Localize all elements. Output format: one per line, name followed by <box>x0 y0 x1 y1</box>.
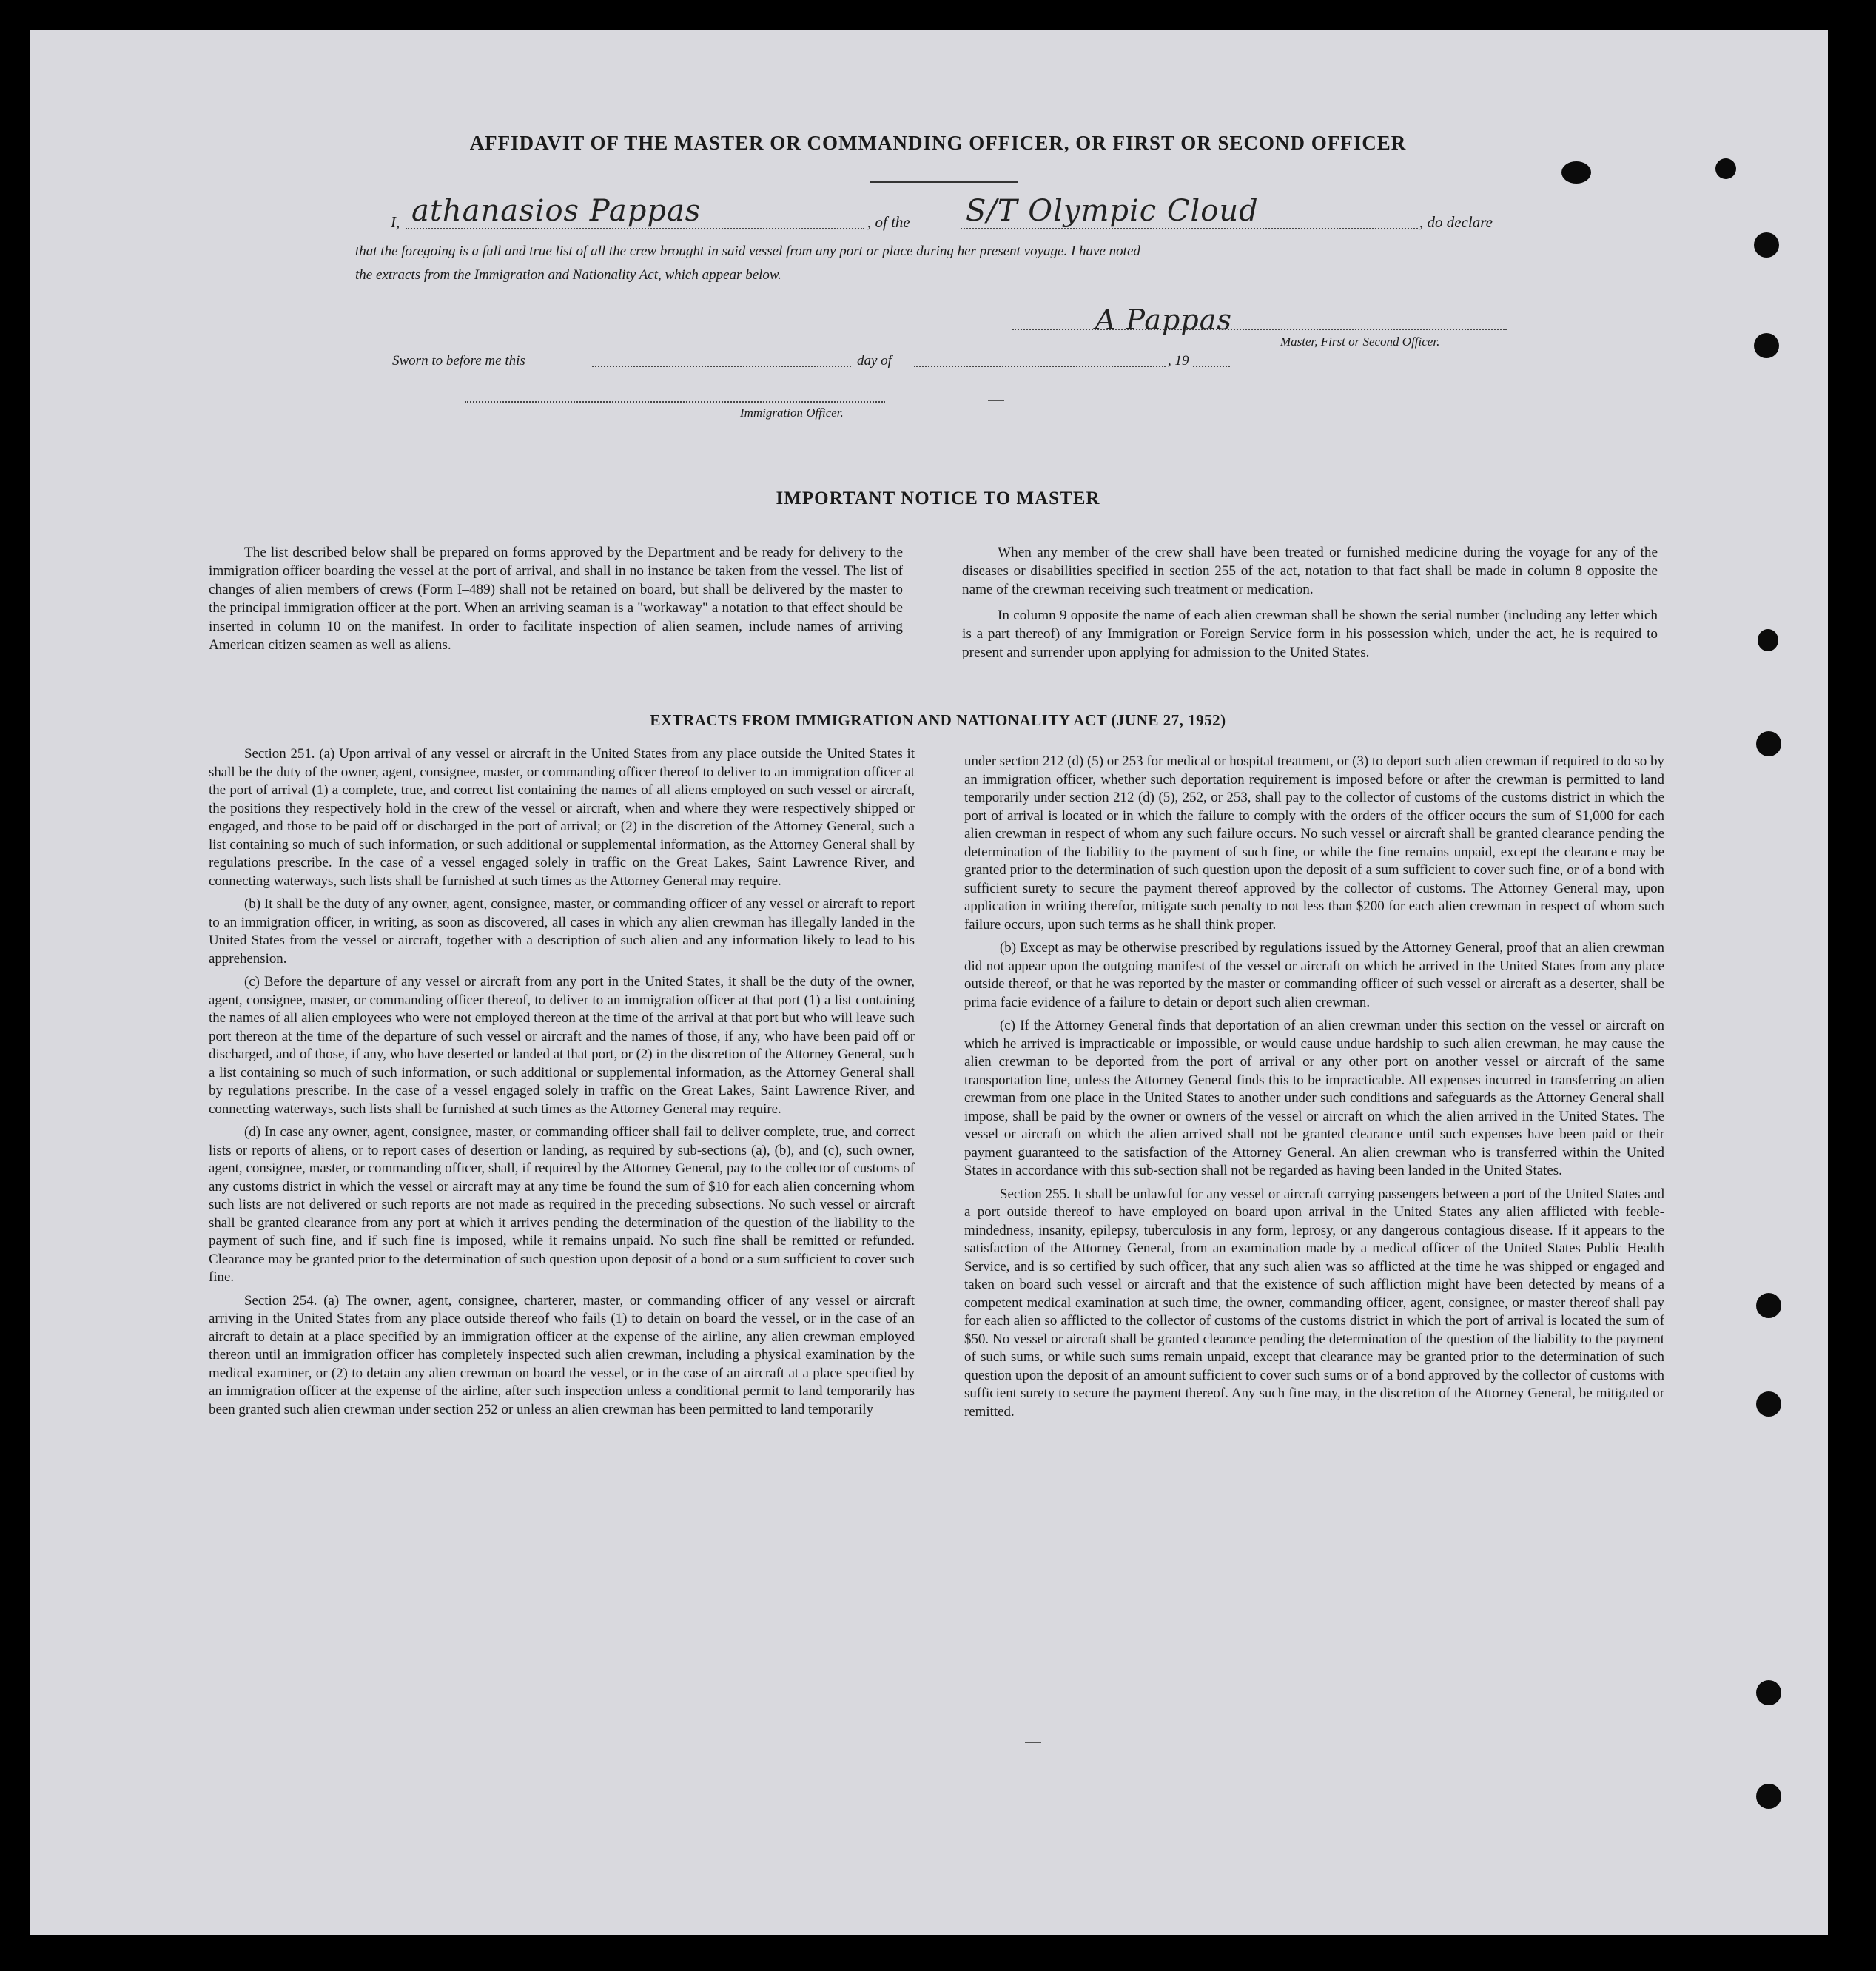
extracts-right-column <box>964 753 1664 1426</box>
scan-mark <box>1025 1742 1041 1743</box>
title-divider <box>870 181 1018 183</box>
declaration-do-declare: , do declare <box>1419 213 1493 231</box>
master-name-handwritten: athanasios Pappas <box>411 194 702 228</box>
section-251-c: (c) Before the departure of any vessel or aircraft from any port in the United States, it shall be the duty of the owner, agent, consignee, master, or commanding officer thereof, to deliver to an immigration officer at that port (1) a list containing the names of all alien employees who were not employed thereon at the time of the arrival at that port but who will leave such port thereon at the time of the departure of such vessel or aircraft and the names of those, if any, who have been paid off or discharged, and of those, if any, who have deserted or landed at that port, or (2) in the discretion of the Attorney General, such a list containing so much of such information, or such additional or supplemental information, as the Attorney General shall by regulations prescribe. In the case of a vessel engaged solely in traffic on the Great Lakes, Saint Lawrence River, and connecting waterways, such lists shall be furnished at such times as the Attorney General may require. <box>209 974 915 1117</box>
punch-hole <box>1758 629 1778 651</box>
year-label: , 19 <box>1168 353 1189 369</box>
section-254-c: (c) If the Attorney General finds that deportation of an alien crewman under this section on the vessel or aircraft on which he arrived is impracticable or impossible, or would cause undue hardship to such alien crewman, he may cause the alien crewman to be deported from the port of arrival or any other port on another vessel or aircraft of the same transportation line, unless the Attorney General finds this to be impracticable. All expenses incurred in transferring an alien crewman from one place in the United States to another under such conditions and safeguards as the Attorney General shall impose, shall be paid by the owner or owners of the vessel or aircraft on which the alien arrived in the United States. The vessel or aircraft on which the alien arrived shall not be granted clearance until such expenses have been paid or their payment guaranteed to the satisfaction of the Attorney General. An alien crewman who is transferred within the United States in accordance with this sub-section shall not be regarded as having been landed in the United States. <box>964 1018 1664 1178</box>
day-of-label: day of <box>857 353 892 369</box>
notice-left-column <box>209 543 903 659</box>
notice-heading: IMPORTANT NOTICE TO MASTER <box>776 488 1100 508</box>
declaration-of-the-label: , of the <box>867 213 910 231</box>
punch-hole <box>1754 333 1779 358</box>
signature-line <box>1012 329 1507 330</box>
notice-right-paragraph-2: In column 9 opposite the name of each alien crewman shall be shown the serial number (including any letter which is a part thereof) of any Immigration or Foreign Service form in his possession which, under the act, he is required to present and surrender upon applying for admission to the United States. <box>962 608 1658 660</box>
affidavit-title: AFFIDAVIT OF THE MASTER OR COMMANDING OFFICER, OR FIRST OR SECOND OFFICER <box>469 132 1407 154</box>
punch-hole <box>1756 731 1781 756</box>
declaration-text-line3: the extracts from the Immigration and Nationality Act, which appear below. <box>355 267 781 283</box>
name-field-line <box>406 228 864 229</box>
notice-right-paragraph-1: When any member of the crew shall have been treated or furnished medicine during the voyage for any of the diseases or disabilities specified in section 255 of the act, notation to that fact shall be made in column 8 opposite the name of the crewman receiving such treatment or medication. <box>962 545 1658 597</box>
declaration-text-line2: that the foregoing is a full and true list of all the crew brought in said vessel from any port or place during her present voyage. I have noted <box>355 244 1140 259</box>
immigration-officer-line <box>465 401 885 403</box>
punch-hole <box>1756 1680 1781 1705</box>
sworn-label: Sworn to before me this <box>392 353 525 369</box>
year-line <box>1193 366 1230 367</box>
punch-hole <box>1754 232 1779 258</box>
punch-hole <box>1561 161 1591 184</box>
signature-caption: Master, First or Second Officer. <box>1280 335 1440 349</box>
section-251-b: (b) It shall be the duty of any owner, agent, consignee, master, or commanding officer of any vessel or aircraft to report to an immigration officer, in writing, as soon as discovered, all cases in which any alien crewman has illegally landed in the United States from the vessel or aircraft, together with a description of such alien and any information likely to lead to his apprehension. <box>209 896 915 967</box>
scan-border <box>1832 0 1876 1971</box>
punch-hole <box>1715 158 1736 179</box>
sworn-date-line <box>592 366 851 367</box>
section-255: Section 255. It shall be unlawful for any vessel or aircraft carrying passengers between a port of the United States and a port outside thereof to have employed on board upon arrival in the United States any alien afflicted with feeble-mindedness, insanity, epilepsy, tuberculosis in any form, leprosy, or any dangerous contagious disease. If it appears to the satisfaction of the Attorney General, from an examination made by a medical officer of the United States Public Health Service, and is so certified by such officer, that any such alien was so afflicted at the time he was shipped or engaged and taken on board such vessel or aircraft and that the existence of such affliction might have been detected by means of a competent medical examination at such time, the owner, commanding officer, agent, consignee, or master thereof shall pay for each alien so afflicted to the collector of customs of the customs district in which the port of arrival is located the sum of $50. No vessel or aircraft shall be granted clearance pending the determination of the question of the liability to the payment of such sums, or while such sums remain unpaid, except that clearance may be granted prior to the determination of such question upon the deposit of an amount sufficient to cover such sums or of a bond approved by the collector of customs with sufficient surety to secure the payment thereof. Any such fine may, in the discretion of the Attorney General, be mitigated or remitted. <box>964 1186 1664 1420</box>
notice-right-column <box>962 543 1658 667</box>
officer-signature: A Pappas <box>1095 303 1232 336</box>
punch-hole <box>1756 1293 1781 1318</box>
scan-mark <box>988 400 1004 401</box>
section-254-b: (b) Except as may be otherwise prescribed by regulations issued by the Attorney General, proof that an alien crewman did not appear upon the outgoing manifest of the vessel or aircraft on which he arrived in the United States from any place outside thereof, or that he was reported by the master or commanding officer of such vessel or aircraft as a deserter, shall be prima facie evidence of a failure to detain or deport such alien crewman. <box>964 940 1664 1010</box>
immigration-officer-caption: Immigration Officer. <box>740 406 844 420</box>
punch-hole <box>1756 1784 1781 1809</box>
notice-left-paragraph: The list described below shall be prepared on forms approved by the Department and be ready for delivery to the immigration officer boarding the vessel at the port of arrival, and shall in no instance be taken from the vessel. The list of changes of alien members of crews (Form I–489) shall not be retained on board, but shall be delivered by the master to the principal immigration officer at the port. When an arriving seaman is a "workaway" a notation to that effect should be inserted in column 10 on the manifest. In order to facilitate inspection of alien seamen, include names of arriving American citizen seamen as well as aliens. <box>209 545 903 653</box>
section-254-a: Section 254. (a) The owner, agent, consignee, charterer, master, or commanding officer of any vessel or aircraft arriving in the United States from any place outside thereof who fails (1) to detain on board the vessel, or in the case of an aircraft to detain at a place specified by an immigration officer at the expense of the airline, any alien crewman employed thereon until an immigration officer has completely inspected such alien crewman, including a physical examination by the medical examiner, or (2) to detain any alien crewman on board the vessel, or in the case of an aircraft at a place specified by an immigration officer at the expense of the airline, after such inspection unless a conditional permit to land temporarily has been granted such alien crewman under section 252 or unless an alien crewman has been permitted to land temporarily <box>209 1292 915 1417</box>
month-line <box>914 366 1166 367</box>
punch-hole <box>1756 1391 1781 1417</box>
section-251-d: (d) In case any owner, agent, consignee, master, or commanding officer shall fail to deliver complete, true, and correct lists or reports of aliens, or to report cases of desertion or landing, as required by sub-sections (a), (b), and (c), such owner, agent, consignee, master, or commanding officer, shall, if required by the Attorney General, pay to the collector of customs of any customs district in which the vessel or aircraft may at any time be found the sum of $10 for each alien concerning whom such lists are not delivered or such reports are not made as required in the preceding subsections. No such vessel or aircraft shall be granted clearance from any port at which it arrives pending the determination of the question of the liability to the payment of such fine, and if such fine is imposed, while it remains unpaid. No such fine shall be remitted or refunded. Clearance may be granted prior to the determination of such question upon deposit of a bond or a sum sufficient to cover such fine. <box>209 1124 915 1285</box>
extracts-left-column <box>209 745 915 1424</box>
section-254-a-continued: under section 212 (d) (5) or 253 for medical or hospital treatment, or (3) to deport such alien crewman if required to do so by an immigration officer, whether such deportation requirement is imposed before or after the crewman is permitted to land temporarily under section 212 (d) (5), 252, or 253, shall pay to the collector of customs of the customs district in which the port of arrival is located or in which the failure to comply with the orders of the officer occurs the sum of $1,000 for each alien crewman in respect of whom any such failure occurs. No such vessel or aircraft shall be granted clearance pending the determination of the liability to the payment of such fine, or while the fine remains unpaid, except the clearance may be granted prior to the determination of such question upon the deposit of a sum sufficient to cover such fine, or of a bond with sufficient surety to secure the payment thereof approved by the collector of customs. The Attorney General may, upon application in writing therefor, mitigate such penalty to not less than $200 for each alien crewman in respect of whom such failure occurs, upon such terms as he shall think proper. <box>964 753 1664 933</box>
vessel-field-line <box>961 228 1418 229</box>
extracts-heading: EXTRACTS FROM IMMIGRATION AND NATIONALITY ACT (JUNE 27, 1952) <box>650 711 1226 729</box>
vessel-name-handwritten: S/T Olympic Cloud <box>966 194 1259 228</box>
section-251-a: Section 251. (a) Upon arrival of any vessel or aircraft in the United States from any place outside the United States it shall be the duty of the owner, agent, consignee, master, or commanding officer thereof to deliver to an immigration officer at the port of arrival (1) a complete, true, and correct list containing the names of all aliens employed on such vessel or aircraft, the positions they respectively hold in the crew of the vessel or aircraft, when and where they were respectively shipped or engaged, and those to be paid off or discharged in the port of arrival; or (2) in the discretion of the Attorney General, such a list containing so much of such information, or such additional or supplemental information, as the Attorney General shall by regulations prescribe. In the case of a vessel engaged solely in traffic on the Great Lakes, Saint Lawrence River, and connecting waterways, such lists shall be furnished at such times as the Attorney General may require. <box>209 746 915 889</box>
declaration-i-label: I, <box>391 213 400 231</box>
